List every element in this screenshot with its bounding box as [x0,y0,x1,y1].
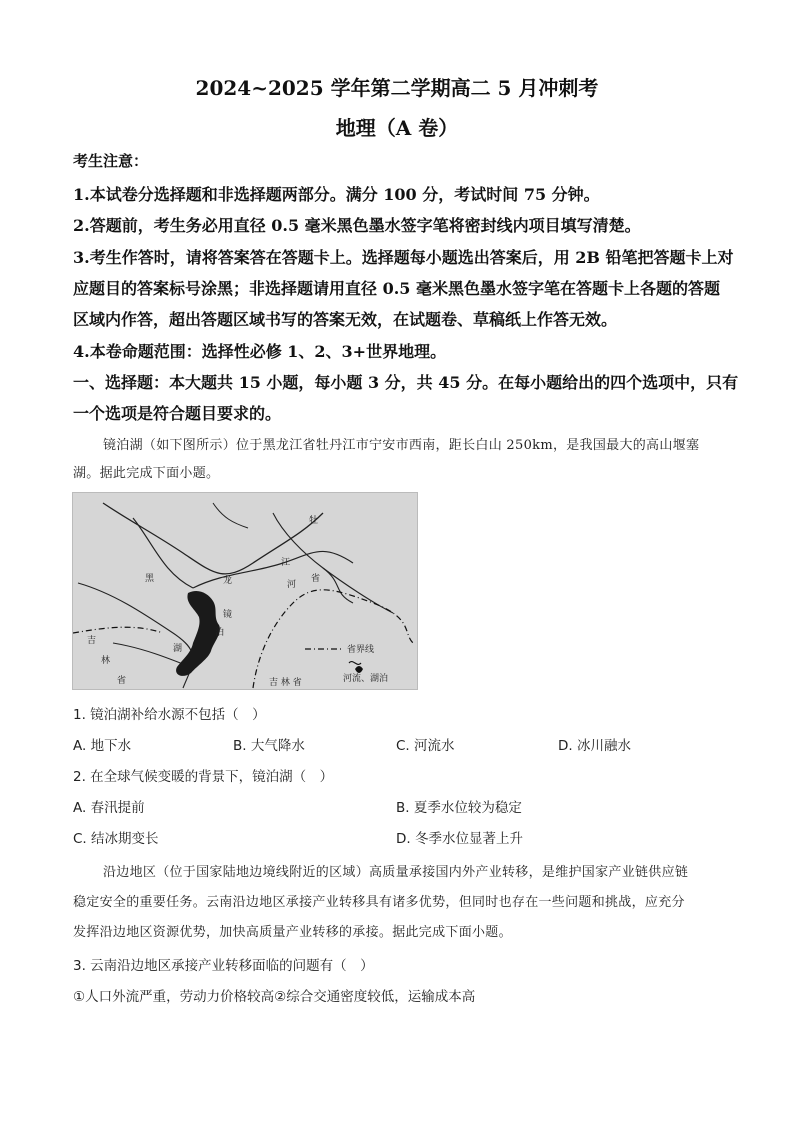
exam-subtitle: 地理（A 卷） [335,116,459,140]
map-label-hu: 湖 [173,644,183,654]
legend-border-label: 省界线 [347,645,375,655]
question-2-stem: 2. 在全球气候变暖的背景下，镜泊湖（ ） [73,769,334,785]
map-label-sheng: 省 [311,574,321,584]
passage2-line3: 发挥沿边地区资源优势，加快高质量产业转移的承接。据此完成下面小题。 [73,925,512,940]
map-label-long: 龙 [223,576,233,586]
map-label-hei: 黑 [145,574,155,584]
question-2-option-d[interactable]: D. 冬季水位显著上升 [396,831,523,847]
notice-item-3-cont: 应题目的答案标号涂黑；非选择题请用直径 0.5 毫米黑色墨水签字笔在答题卡上各题的答题 [73,279,720,298]
notice-item-3-end: 区域内作答，超出答题区域书写的答案无效，在试题卷、草稿纸上作答无效。 [73,310,618,329]
passage2-line2: 稳定安全的重要任务。云南沿边地区承接产业转移具有诸多优势，但同时也存在一些问题和挑战，应充分 [73,895,685,910]
map-label-jing: 镜 [223,610,233,620]
question-1-stem: 1. 镜泊湖补给水源不包括（ ） [73,707,266,723]
map-label-jilin-province: 吉 林 省 [269,678,302,688]
question-2-option-a[interactable]: A. 春汛提前 [73,800,145,816]
question-1-option-b[interactable]: B. 大气降水 [233,738,305,754]
question-1-option-a[interactable]: A. 地下水 [73,738,132,754]
passage2-line1: 沿边地区（位于国家陆地边境线附近的区域）高质量承接国内外产业转移，是维护国家产业链供应链 [103,865,689,880]
passage1-line2: 湖。据此完成下面小题。 [73,466,220,481]
map-label-he: 河 [287,580,297,590]
map-label-mu: 牡 [309,516,319,526]
section-heading-cont: 一个选项是符合题目要求的。 [73,404,282,423]
question-2-option-b[interactable]: B. 夏季水位较为稳定 [396,800,522,816]
map-label-sheng2: 省 [117,676,127,686]
section-heading: 一、选择题：本大题共 15 小题，每小题 3 分，共 45 分。在每小题给出的四个选项中，只有 [73,373,739,392]
notice-item-3: 3.考生作答时，请将答案答在答题卡上。选择题每小题选出答案后，用 2B 铅笔把答题卡上对 [73,248,734,267]
notice-heading: 考生注意： [73,152,149,170]
map-label-po: 泊 [215,628,225,638]
notice-item-4: 4.本卷命题范围：选择性必修 1、2、3+世界地理。 [73,342,447,361]
map-label-ji: 吉 [87,636,97,646]
jingpo-lake-map [72,492,418,690]
passage1-line1: 镜泊湖（如下图所示）位于黑龙江省牡丹江市宁安市西南，距长白山 250km，是我国最大的高山堰塞 [103,438,700,453]
question-3-statements: ①人口外流严重，劳动力价格较高②综合交通密度较低，运输成本高 [73,989,476,1005]
question-2-option-c[interactable]: C. 结冰期变长 [73,831,159,847]
legend-water-label: 河流、湖泊 [343,674,389,684]
notice-item-2: 2.答题前，考生务必用直径 0.5 毫米黑色墨水签字笔将密封线内项目填写清楚。 [73,216,641,235]
question-1-option-d[interactable]: D. 冰川融水 [558,738,631,754]
exam-title: 2024~2025 学年第二学期高二 5 月冲刺考 [195,76,599,100]
question-3-stem: 3. 云南沿边地区承接产业转移面临的问题有（ ） [73,958,374,974]
map-label-lin: 林 [101,656,111,666]
question-1-option-c[interactable]: C. 河流水 [396,738,455,754]
notice-item-1: 1.本试卷分选择题和非选择题两部分。满分 100 分，考试时间 75 分钟。 [73,185,600,204]
map-label-jiang: 江 [281,558,291,568]
